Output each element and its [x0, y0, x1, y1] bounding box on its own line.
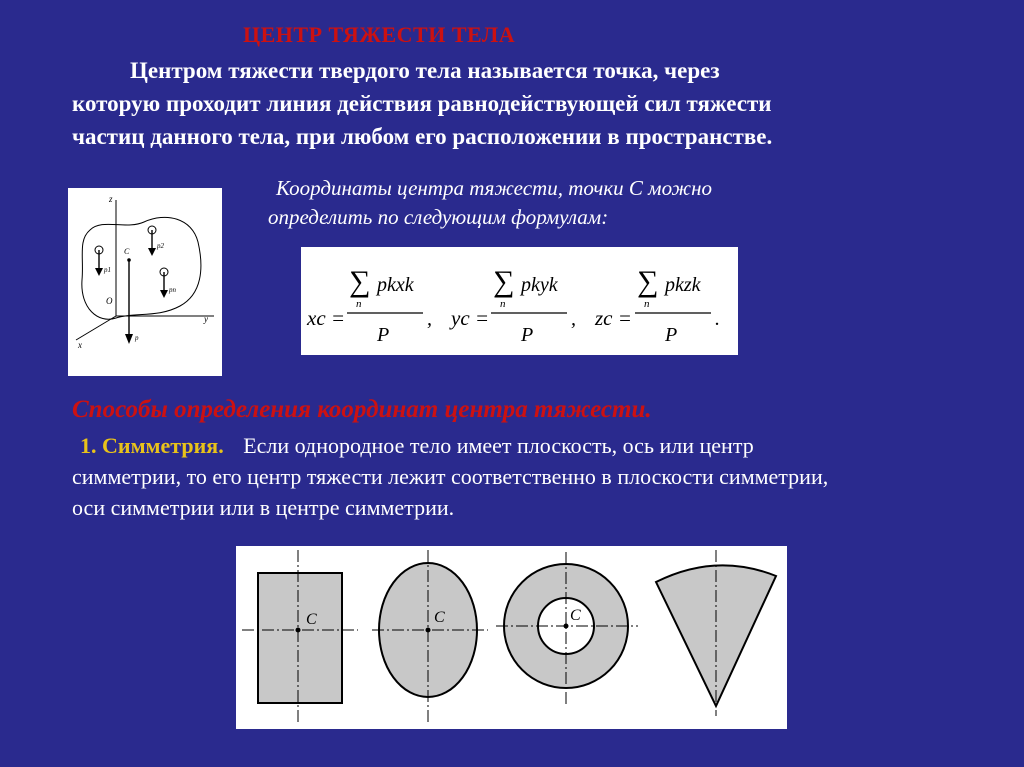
ellipse-center-label: C — [434, 609, 445, 626]
definition-line-1: Центром тяжести твердого тела называется точка, через — [130, 58, 720, 83]
symmetry-paragraph — [72, 430, 972, 523]
force-p2-label: p2 — [157, 242, 164, 250]
symmetry-line-2: симметрии, то его центр тяжести лежит соответственно в плоскости симметрии, — [72, 464, 829, 489]
z-axis-label: z — [109, 194, 113, 204]
ellipse-center-point — [426, 628, 431, 633]
lhs-zc: zc = — [595, 306, 632, 330]
methods-heading: Способы определения координат центра тяжести. — [72, 396, 652, 423]
sum-x-sub: n — [356, 298, 362, 310]
resultant-p-label: p — [135, 334, 139, 342]
sum-y-sub: n — [500, 298, 506, 310]
separator-1: , — [427, 308, 432, 330]
force-p1-arrowhead — [95, 268, 103, 276]
numerator-y: pkyk — [521, 274, 558, 296]
body-forces-svg — [68, 188, 222, 376]
rectangle-center-point — [296, 628, 301, 633]
symmetry-text-1: Если однородное тело имеет плоскость, ось или центр — [243, 433, 754, 458]
shapes-svg — [236, 546, 787, 729]
definition-text — [72, 54, 972, 153]
centroid-formulas — [301, 247, 738, 355]
formulas-svg — [301, 247, 738, 355]
slide-title: ЦЕНТР ТЯЖЕСТИ ТЕЛА — [243, 22, 516, 47]
numerator-z: pkzk — [665, 274, 701, 296]
body-forces-diagram — [68, 188, 222, 376]
force-pn-label: pn — [169, 286, 176, 294]
force-pn-arrowhead — [160, 290, 168, 298]
definition-line-2: которую проходит линия действия равнодействующей сил тяжести — [72, 91, 772, 116]
coordinates-intro-line-1: Координаты центра тяжести, точки С можно — [276, 176, 712, 200]
sum-z-sub: n — [644, 298, 650, 310]
ring-center-point — [564, 624, 569, 629]
ring-center-label: C — [570, 607, 581, 624]
center-c-label: C — [124, 247, 130, 256]
formula-end: . — [715, 308, 720, 330]
denominator-y: P — [521, 324, 534, 346]
lhs-yc: yc = — [451, 306, 490, 330]
lhs-xc: xc = — [307, 306, 346, 330]
definition-line-3: частиц данного тела, при любом его расположении в пространстве. — [72, 124, 773, 149]
force-p2-arrowhead — [148, 248, 156, 256]
denominator-x: P — [377, 324, 390, 346]
rectangle-center-label: C — [306, 611, 317, 628]
symmetric-shapes-figure — [236, 546, 787, 729]
sum-y: ∑ — [493, 265, 515, 298]
numerator-x: pkxk — [377, 274, 414, 296]
resultant-p-arrowhead — [125, 334, 133, 344]
symmetry-label: 1. Симметрия. — [80, 433, 224, 458]
rectangle-shape — [258, 573, 342, 703]
x-axis-label: x — [78, 340, 82, 350]
symmetry-line-3: оси симметрии или в центре симметрии. — [72, 495, 455, 520]
sum-z: ∑ — [637, 265, 659, 298]
y-axis-label: y — [204, 314, 208, 324]
sum-x: ∑ — [349, 265, 371, 298]
coordinates-intro — [268, 174, 868, 232]
coordinates-intro-line-2: определить по следующим формулам: — [268, 205, 609, 229]
origin-label: O — [106, 296, 113, 306]
separator-2: , — [571, 308, 576, 330]
force-p1-label: p1 — [104, 266, 111, 274]
denominator-z: P — [665, 324, 678, 346]
